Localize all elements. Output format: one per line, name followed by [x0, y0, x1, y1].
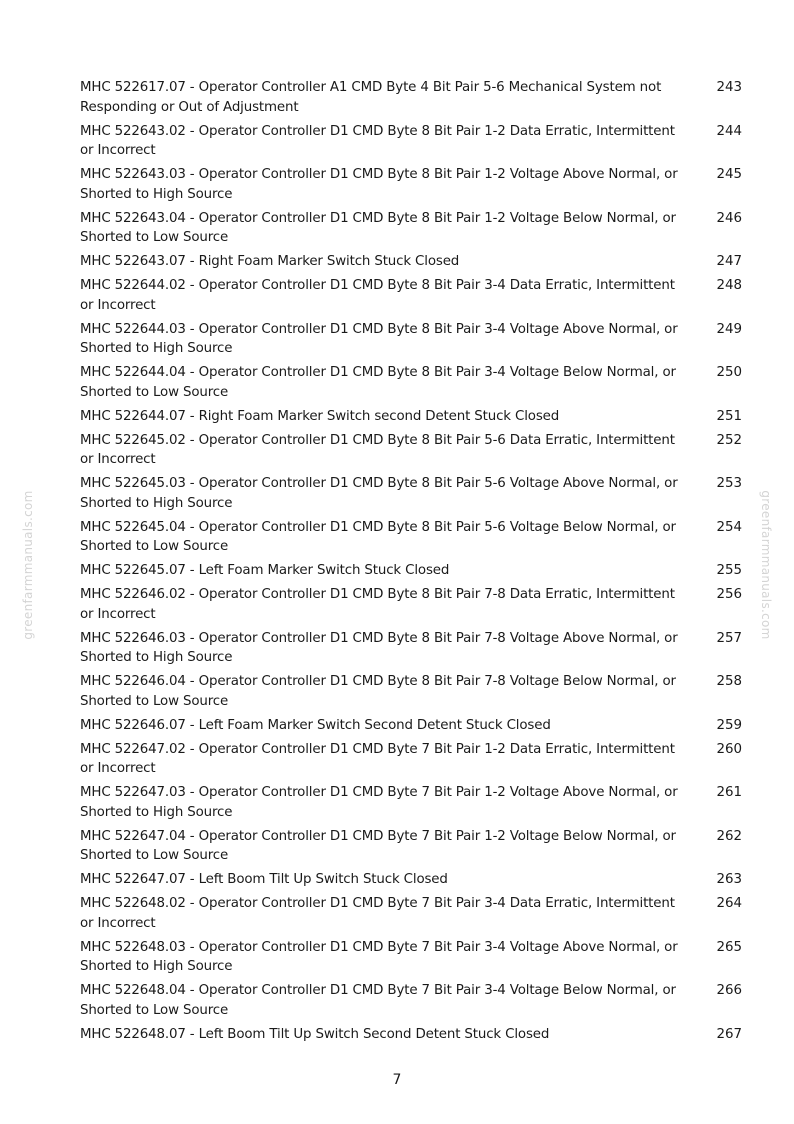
toc-entry-title: MHC 522644.04 - Operator Controller D1 CMD Byte 8 Bit Pair 3-4 Voltage Below Normal, or Shorted to Low Source — [80, 365, 676, 400]
toc-entry-page: 258 — [716, 674, 742, 689]
toc-entry-title: MHC 522648.04 - Operator Controller D1 CMD Byte 7 Bit Pair 3-4 Voltage Below Normal, or Shorted to Low Source — [80, 983, 676, 1018]
toc-entry-title: MHC 522646.02 - Operator Controller D1 CMD Byte 8 Bit Pair 7-8 Data Erratic, Intermittent or Incorrect — [80, 587, 675, 622]
toc-entry-page: 248 — [716, 278, 742, 293]
toc-entry-page: 251 — [716, 408, 742, 424]
toc-entry-title: MHC 522646.07 - Left Foam Marker Switch Second Detent Stuck Closed — [80, 717, 551, 733]
toc-entry[interactable] — [80, 320, 742, 359]
toc-entry-title: MHC 522645.02 - Operator Controller D1 CMD Byte 8 Bit Pair 5-6 Data Erratic, Intermittent or Incorrect — [80, 432, 675, 467]
toc-entry-page: 261 — [716, 785, 742, 800]
toc-entry[interactable] — [80, 894, 742, 933]
toc-entry-page: 256 — [716, 587, 742, 602]
toc-entry[interactable] — [80, 783, 742, 822]
toc-entry-title: MHC 522647.02 - Operator Controller D1 CMD Byte 7 Bit Pair 1-2 Data Erratic, Intermittent or Incorrect — [80, 741, 675, 776]
watermark-right: greenfarmmanuals.com — [759, 490, 773, 640]
toc-entry-title: MHC 522647.07 - Left Boom Tilt Up Switch Stuck Closed — [80, 872, 448, 887]
toc-entry-page: 252 — [716, 432, 742, 448]
toc-entry-title: MHC 522645.04 - Operator Controller D1 CMD Byte 8 Bit Pair 5-6 Voltage Below Normal, or Shorted to Low Source — [80, 519, 676, 554]
toc-entry-page: 257 — [716, 630, 742, 646]
toc-entry-title: MHC 522648.07 - Left Boom Tilt Up Switch Second Detent Stuck Closed — [80, 1026, 550, 1042]
toc-entry-title: MHC 522643.02 - Operator Controller D1 CMD Byte 8 Bit Pair 1-2 Data Erratic, Intermittent or Incorrect — [80, 123, 675, 158]
toc-entry[interactable] — [80, 407, 742, 427]
toc-entry-title: MHC 522646.03 - Operator Controller D1 CMD Byte 8 Bit Pair 7-8 Voltage Above Normal, or Shorted to High Source — [80, 630, 678, 665]
toc-entry-title: MHC 522645.07 - Left Foam Marker Switch Stuck Closed — [80, 563, 450, 578]
toc-entry-page: 266 — [716, 983, 742, 998]
toc-entry-page: 245 — [716, 167, 742, 182]
toc-entry[interactable] — [80, 1025, 742, 1045]
toc-entry-page: 264 — [716, 896, 742, 911]
toc-entry-page: 244 — [716, 123, 742, 139]
toc-entry-page: 246 — [716, 210, 742, 226]
toc-entry-page: 243 — [716, 80, 742, 95]
toc-entry-page: 263 — [716, 872, 742, 887]
toc-entry-page: 250 — [716, 365, 742, 380]
toc-entry-title: MHC 522644.07 - Right Foam Marker Switch second Detent Stuck Closed — [80, 408, 560, 424]
toc-entry-page: 254 — [716, 519, 742, 535]
toc-entry-title: MHC 522617.07 - Operator Controller A1 CMD Byte 4 Bit Pair 5-6 Mechanical System not Responding or Out of Adjustment — [80, 80, 662, 115]
table-of-contents — [80, 78, 742, 1049]
toc-entry-title: MHC 522645.03 - Operator Controller D1 CMD Byte 8 Bit Pair 5-6 Voltage Above Normal, or Shorted to High Source — [80, 476, 678, 511]
toc-entry-page: 249 — [716, 321, 742, 337]
toc-entry-title: MHC 522643.04 - Operator Controller D1 CMD Byte 8 Bit Pair 1-2 Voltage Below Normal, or Shorted to Low Source — [80, 210, 676, 245]
toc-entry[interactable] — [80, 209, 742, 248]
toc-entry[interactable] — [80, 981, 742, 1020]
toc-entry-title: MHC 522648.03 - Operator Controller D1 CMD Byte 7 Bit Pair 3-4 Voltage Above Normal, or Shorted to High Source — [80, 939, 678, 974]
toc-entry-page: 262 — [716, 828, 742, 844]
toc-entry[interactable] — [80, 165, 742, 204]
toc-entry[interactable] — [80, 870, 742, 890]
toc-entry-title: MHC 522643.07 - Right Foam Marker Switch Stuck Closed — [80, 254, 460, 269]
toc-entry[interactable] — [80, 716, 742, 736]
toc-entry-title: MHC 522646.04 - Operator Controller D1 CMD Byte 8 Bit Pair 7-8 Voltage Below Normal, or Shorted to Low Source — [80, 674, 676, 709]
toc-entry[interactable] — [80, 740, 742, 779]
toc-entry-page: 267 — [716, 1026, 742, 1042]
toc-entry[interactable] — [80, 122, 742, 161]
toc-entry[interactable] — [80, 629, 742, 668]
toc-entry-page: 255 — [716, 563, 742, 578]
toc-entry-title: MHC 522644.02 - Operator Controller D1 CMD Byte 8 Bit Pair 3-4 Data Erratic, Intermittent or Incorrect — [80, 278, 675, 313]
toc-entry[interactable] — [80, 474, 742, 513]
watermark-left: greenfarmmanuals.com — [21, 490, 35, 640]
toc-entry[interactable] — [80, 431, 742, 470]
toc-entry-page: 265 — [716, 939, 742, 955]
toc-entry[interactable] — [80, 827, 742, 866]
toc-entry-title: MHC 522643.03 - Operator Controller D1 CMD Byte 8 Bit Pair 1-2 Voltage Above Normal, or Shorted to High Source — [80, 167, 678, 202]
toc-entry[interactable] — [80, 585, 742, 624]
toc-entry-title: MHC 522648.02 - Operator Controller D1 CMD Byte 7 Bit Pair 3-4 Data Erratic, Intermittent or Incorrect — [80, 896, 675, 931]
toc-entry[interactable] — [80, 363, 742, 402]
toc-entry[interactable] — [80, 518, 742, 557]
toc-entry-page: 260 — [716, 741, 742, 757]
toc-entry[interactable] — [80, 252, 742, 272]
toc-entry-page: 253 — [716, 476, 742, 491]
page-number: 7 — [392, 1072, 402, 1088]
toc-entry[interactable] — [80, 276, 742, 315]
toc-entry-title: MHC 522644.03 - Operator Controller D1 CMD Byte 8 Bit Pair 3-4 Voltage Above Normal, or Shorted to High Source — [80, 321, 678, 356]
toc-entry[interactable] — [80, 672, 742, 711]
toc-entry[interactable] — [80, 78, 742, 117]
toc-entry-page: 247 — [716, 254, 742, 269]
toc-entry-title: MHC 522647.04 - Operator Controller D1 CMD Byte 7 Bit Pair 1-2 Voltage Below Normal, or Shorted to Low Source — [80, 828, 676, 863]
toc-entry-title: MHC 522647.03 - Operator Controller D1 CMD Byte 7 Bit Pair 1-2 Voltage Above Normal, or Shorted to High Source — [80, 785, 678, 820]
toc-entry[interactable] — [80, 561, 742, 581]
toc-entry-page: 259 — [716, 717, 742, 733]
toc-entry[interactable] — [80, 938, 742, 977]
